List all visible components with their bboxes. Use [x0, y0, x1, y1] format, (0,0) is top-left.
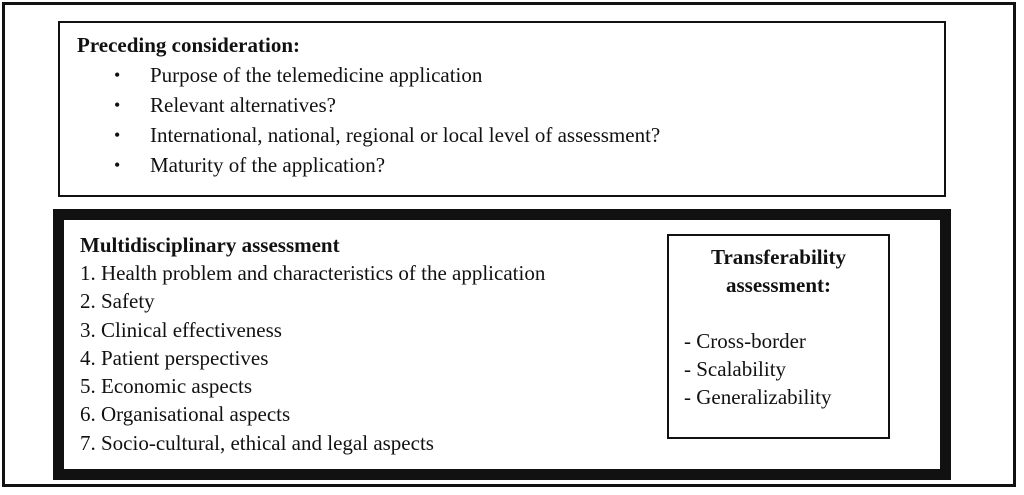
- preceding-consideration-title: Preceding consideration:: [77, 33, 301, 57]
- transferability-list-item: - Scalability: [684, 357, 787, 381]
- multidisciplinary-list-item: 3. Clinical effectiveness: [80, 317, 282, 342]
- multidisciplinary-list-item: 1. Health problem and characteristics of the application: [80, 261, 546, 285]
- preceding-item-text: Purpose of the telemedicine application: [150, 63, 483, 87]
- preceding-consideration-list: [60, 60, 660, 180]
- bullet-icon: •: [114, 155, 121, 175]
- preceding-list-item: [60, 120, 660, 150]
- preceding-item-text: International, national, regional or local level of assessment?: [150, 123, 661, 147]
- transferability-assessment-box: [667, 234, 890, 439]
- multidisciplinary-list-item: 5. Economic aspects: [80, 374, 253, 399]
- multidisciplinary-list-item: 2. Safety: [80, 289, 155, 314]
- transferability-title-line-2: assessment:: [726, 273, 831, 297]
- multidisciplinary-assessment-title: Multidisciplinary assessment: [80, 233, 340, 257]
- bullet-icon: •: [114, 65, 121, 85]
- transferability-list-item: - Generalizability: [684, 385, 832, 409]
- multidisciplinary-list-item: 6. Organisational aspects: [80, 402, 291, 427]
- preceding-item-text: Relevant alternatives?: [150, 93, 336, 117]
- transferability-list-item: - Cross-border: [684, 329, 806, 353]
- multidisciplinary-list-item: 7. Socio-cultural, ethical and legal aspects: [80, 430, 434, 455]
- preceding-item-text: Maturity of the application?: [150, 153, 386, 177]
- preceding-list-item: [60, 90, 660, 120]
- multidisciplinary-assessment-list: [80, 259, 545, 457]
- preceding-consideration-box: [58, 21, 946, 197]
- assessment-box: [53, 209, 951, 480]
- preceding-list-item: [60, 60, 660, 90]
- bullet-icon: •: [114, 95, 121, 115]
- transferability-assessment-list: [684, 327, 832, 411]
- bullet-icon: •: [114, 125, 121, 145]
- transferability-title-line-1: Transferability: [711, 245, 846, 269]
- preceding-list-item: [60, 150, 660, 180]
- transferability-assessment-title: [669, 243, 888, 299]
- multidisciplinary-list-item: 4. Patient perspectives: [80, 345, 269, 370]
